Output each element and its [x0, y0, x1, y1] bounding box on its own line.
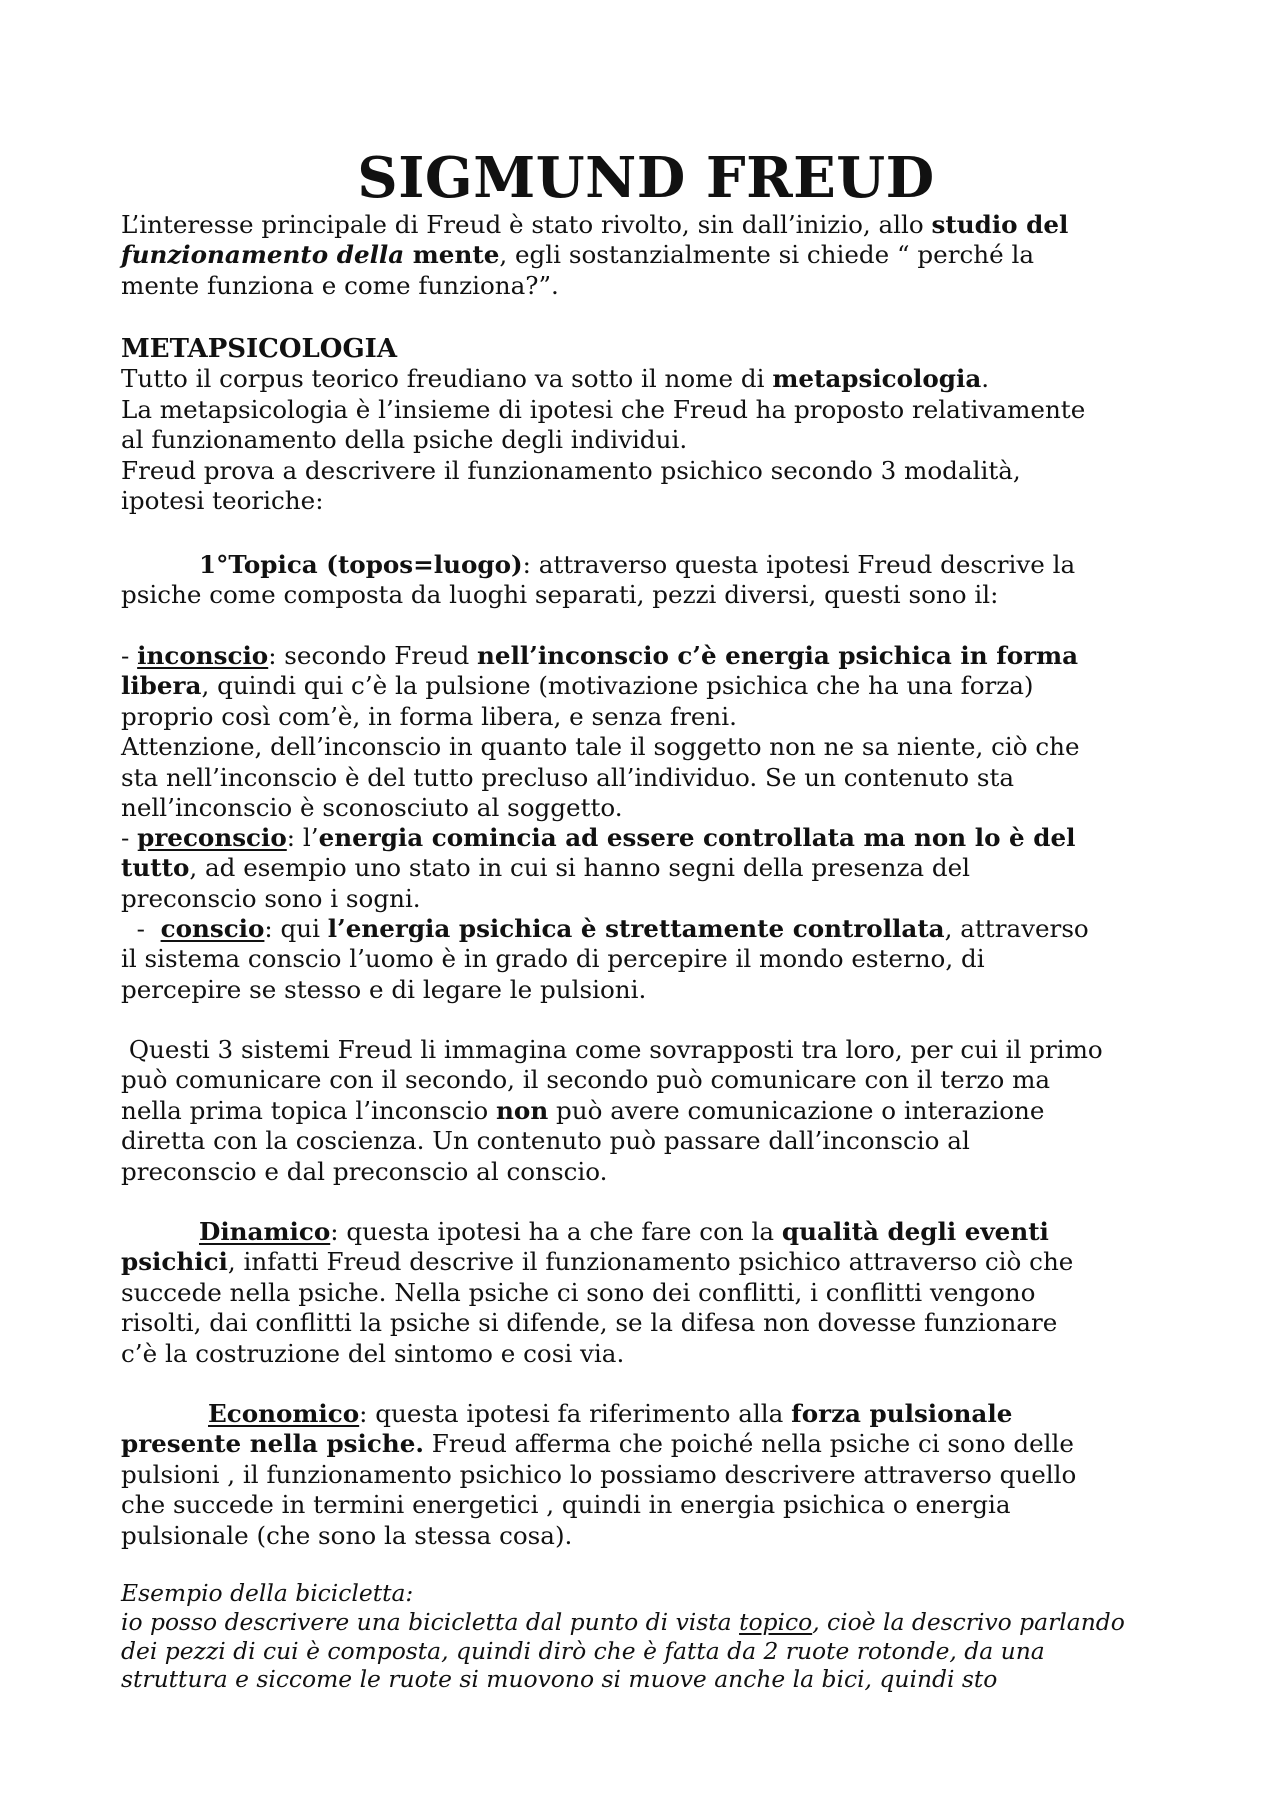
bold-text: energia comincia ad essere controllata ma non lo è del — [318, 823, 1076, 852]
text: , ad esempio uno stato in cui si hanno segni della presenza del — [189, 853, 971, 883]
conscio-line: il sistema conscio l’uomo è in grado di percepire il mondo esterno, di — [121, 944, 985, 974]
intro-line — [121, 210, 1181, 240]
meta-line: al funzionamento della psiche degli individui. — [121, 425, 688, 455]
inconscio-line: Attenzione, dell’inconscio in quanto tale il soggetto non ne sa niente, ciò che — [121, 732, 1080, 762]
inconscio-line: proprio così com’è, in forma libera, e senza freni. — [121, 701, 737, 731]
page-title: SIGMUND FREUD — [357, 145, 935, 211]
underlined-term: Economico — [208, 1399, 360, 1428]
topica-paragraph — [121, 550, 1181, 611]
bold-text: psichici — [121, 1247, 228, 1277]
sistemi-paragraph — [121, 1035, 1181, 1187]
dinamico-line — [121, 1247, 1181, 1277]
bold-text: studio del — [931, 210, 1069, 239]
esempio-paragraph — [121, 1579, 1181, 1694]
text: io posso descrivere una bicicletta dal punto di vista — [121, 1607, 740, 1636]
sistemi-line: Questi 3 sistemi Freud li immagina come sovrapposti tra loro, per cui il primo — [121, 1035, 1103, 1064]
bold-italic-text: funzionamento della — [121, 240, 405, 270]
esempio-line: Esempio della bicicletta: — [121, 1579, 414, 1607]
preconscio-line: preconscio sono i sogni. — [121, 883, 421, 913]
bold-text: metapsicologia — [772, 364, 982, 394]
bold-text: 1°Topica (topos=luogo) — [199, 550, 523, 579]
bold-text: forza pulsionale — [791, 1399, 1013, 1428]
bold-text: non — [496, 1095, 549, 1125]
meta-line: La metapsicologia è l’insieme di ipotesi che Freud ha proposto relativamente — [121, 394, 1086, 424]
dinamico-paragraph — [121, 1217, 1181, 1369]
inconscio-line — [121, 671, 1181, 701]
conscio-line — [121, 914, 1181, 944]
text: può avere comunicazione o interazione — [548, 1095, 1045, 1125]
text: - — [121, 914, 161, 943]
economico-line — [121, 1399, 1181, 1429]
esempio-line: struttura e siccome le ruote si muovono si muove anche la bici, quindi sto — [121, 1665, 998, 1694]
inconscio-paragraph — [121, 641, 1181, 823]
bold-text: tutto — [121, 853, 190, 883]
bold-text: l’energia psichica è strettamente controllata — [327, 914, 945, 943]
bold-text: nell’inconscio c’è energia psichica in forma — [477, 641, 1079, 670]
text: : qui — [264, 914, 328, 943]
sistemi-line: diretta con la coscienza. Un contenuto può passare dall’inconscio al — [121, 1126, 970, 1156]
metapsicologia-section — [121, 334, 1181, 516]
sistemi-line: può comunicare con il secondo, il secondo può comunicare con il terzo ma — [121, 1065, 1051, 1095]
sistemi-line — [121, 1096, 1181, 1126]
text: Freud afferma che poiché nella psiche ci sono delle — [423, 1429, 1074, 1459]
text: , infatti Freud descrive il funzionamento psichico attraverso ciò che — [227, 1247, 1074, 1277]
text: : attraverso questa ipotesi Freud descrive la — [522, 550, 1076, 579]
conscio-line: percepire se stesso e di legare le pulsioni. — [121, 974, 647, 1004]
bold-text: libera — [121, 671, 202, 701]
text: , egli sostanzialmente si chiede “ perché la — [499, 240, 1034, 270]
esempio-line: dei pezzi di cui è composta, quindi dirò che è fatta da 2 ruote rotonde, da una — [121, 1636, 1045, 1665]
underlined-term: conscio — [160, 914, 265, 943]
intro-paragraph — [121, 210, 1181, 301]
topica-line — [121, 550, 1181, 580]
preconscio-line — [121, 853, 1181, 883]
inconscio-line — [121, 641, 1181, 671]
underlined-term: topico — [739, 1607, 813, 1636]
text: , attraverso — [944, 914, 1089, 943]
text: , quindi qui c’è la pulsione (motivazione psichica che ha una forza) — [201, 671, 1034, 701]
topica-line: psiche come composta da luoghi separati, pezzi diversi, questi sono il: — [121, 580, 999, 610]
conscio-paragraph — [121, 914, 1181, 1005]
text: Tutto il corpus teorico freudiano va sotto il nome di — [121, 364, 773, 394]
underlined-term: preconscio — [137, 823, 287, 852]
dinamico-line — [121, 1217, 1181, 1247]
meta-line — [121, 364, 1181, 394]
inconscio-line: sta nell’inconscio è del tutto precluso all’individuo. Se un contenuto sta — [121, 762, 1014, 792]
section-heading: METAPSICOLOGIA — [121, 334, 397, 364]
esempio-line — [121, 1608, 1181, 1637]
text: : secondo Freud — [268, 641, 478, 670]
bold-text: presente nella psiche. — [121, 1429, 424, 1459]
economico-line: pulsionale (che sono la stessa cosa). — [121, 1520, 573, 1550]
intro-line: mente funziona e come funziona?”. — [121, 270, 559, 300]
economico-line: pulsioni , il funzionamento psichico lo possiamo descrivere attraverso quello — [121, 1459, 1077, 1489]
underlined-term: inconscio — [137, 641, 269, 670]
text: - — [121, 823, 138, 852]
bold-text: mente — [404, 240, 500, 270]
preconscio-line — [121, 823, 1181, 853]
bold-text: qualità degli eventi — [781, 1217, 1049, 1246]
text: : l’ — [286, 823, 319, 852]
underlined-term: Dinamico — [199, 1217, 331, 1246]
dinamico-line: c’è la costruzione del sintomo e cosi via. — [121, 1338, 625, 1368]
economico-line: che succede in termini energetici , quindi in energia psichica o energia — [121, 1490, 1011, 1520]
meta-line: ipotesi teoriche: — [121, 486, 324, 516]
meta-line: Freud prova a descrivere il funzionamento psichico secondo 3 modalità, — [121, 455, 1021, 485]
text: nella prima topica l’inconscio — [121, 1095, 497, 1125]
text: : questa ipotesi fa riferimento alla — [359, 1399, 792, 1428]
text: , cioè la descrivo parlando — [812, 1607, 1125, 1636]
economico-paragraph — [121, 1399, 1181, 1551]
intro-line — [121, 240, 1181, 270]
text: . — [981, 364, 990, 394]
text: : questa ipotesi ha a che fare con la — [330, 1217, 782, 1246]
inconscio-line: nell’inconscio è sconosciuto al soggetto. — [121, 793, 623, 823]
dinamico-line: risolti, dai conflitti la psiche si difende, se la difesa non dovesse funzionare — [121, 1308, 1058, 1338]
sistemi-line: preconscio e dal preconscio al conscio. — [121, 1156, 608, 1186]
text: - — [121, 641, 138, 670]
preconscio-paragraph — [121, 823, 1181, 914]
economico-line — [121, 1429, 1181, 1459]
dinamico-line: succede nella psiche. Nella psiche ci sono dei conflitti, i conflitti vengono — [121, 1277, 1036, 1307]
text: L’interesse principale di Freud è stato rivolto, sin dall’inizio, allo — [121, 210, 932, 239]
